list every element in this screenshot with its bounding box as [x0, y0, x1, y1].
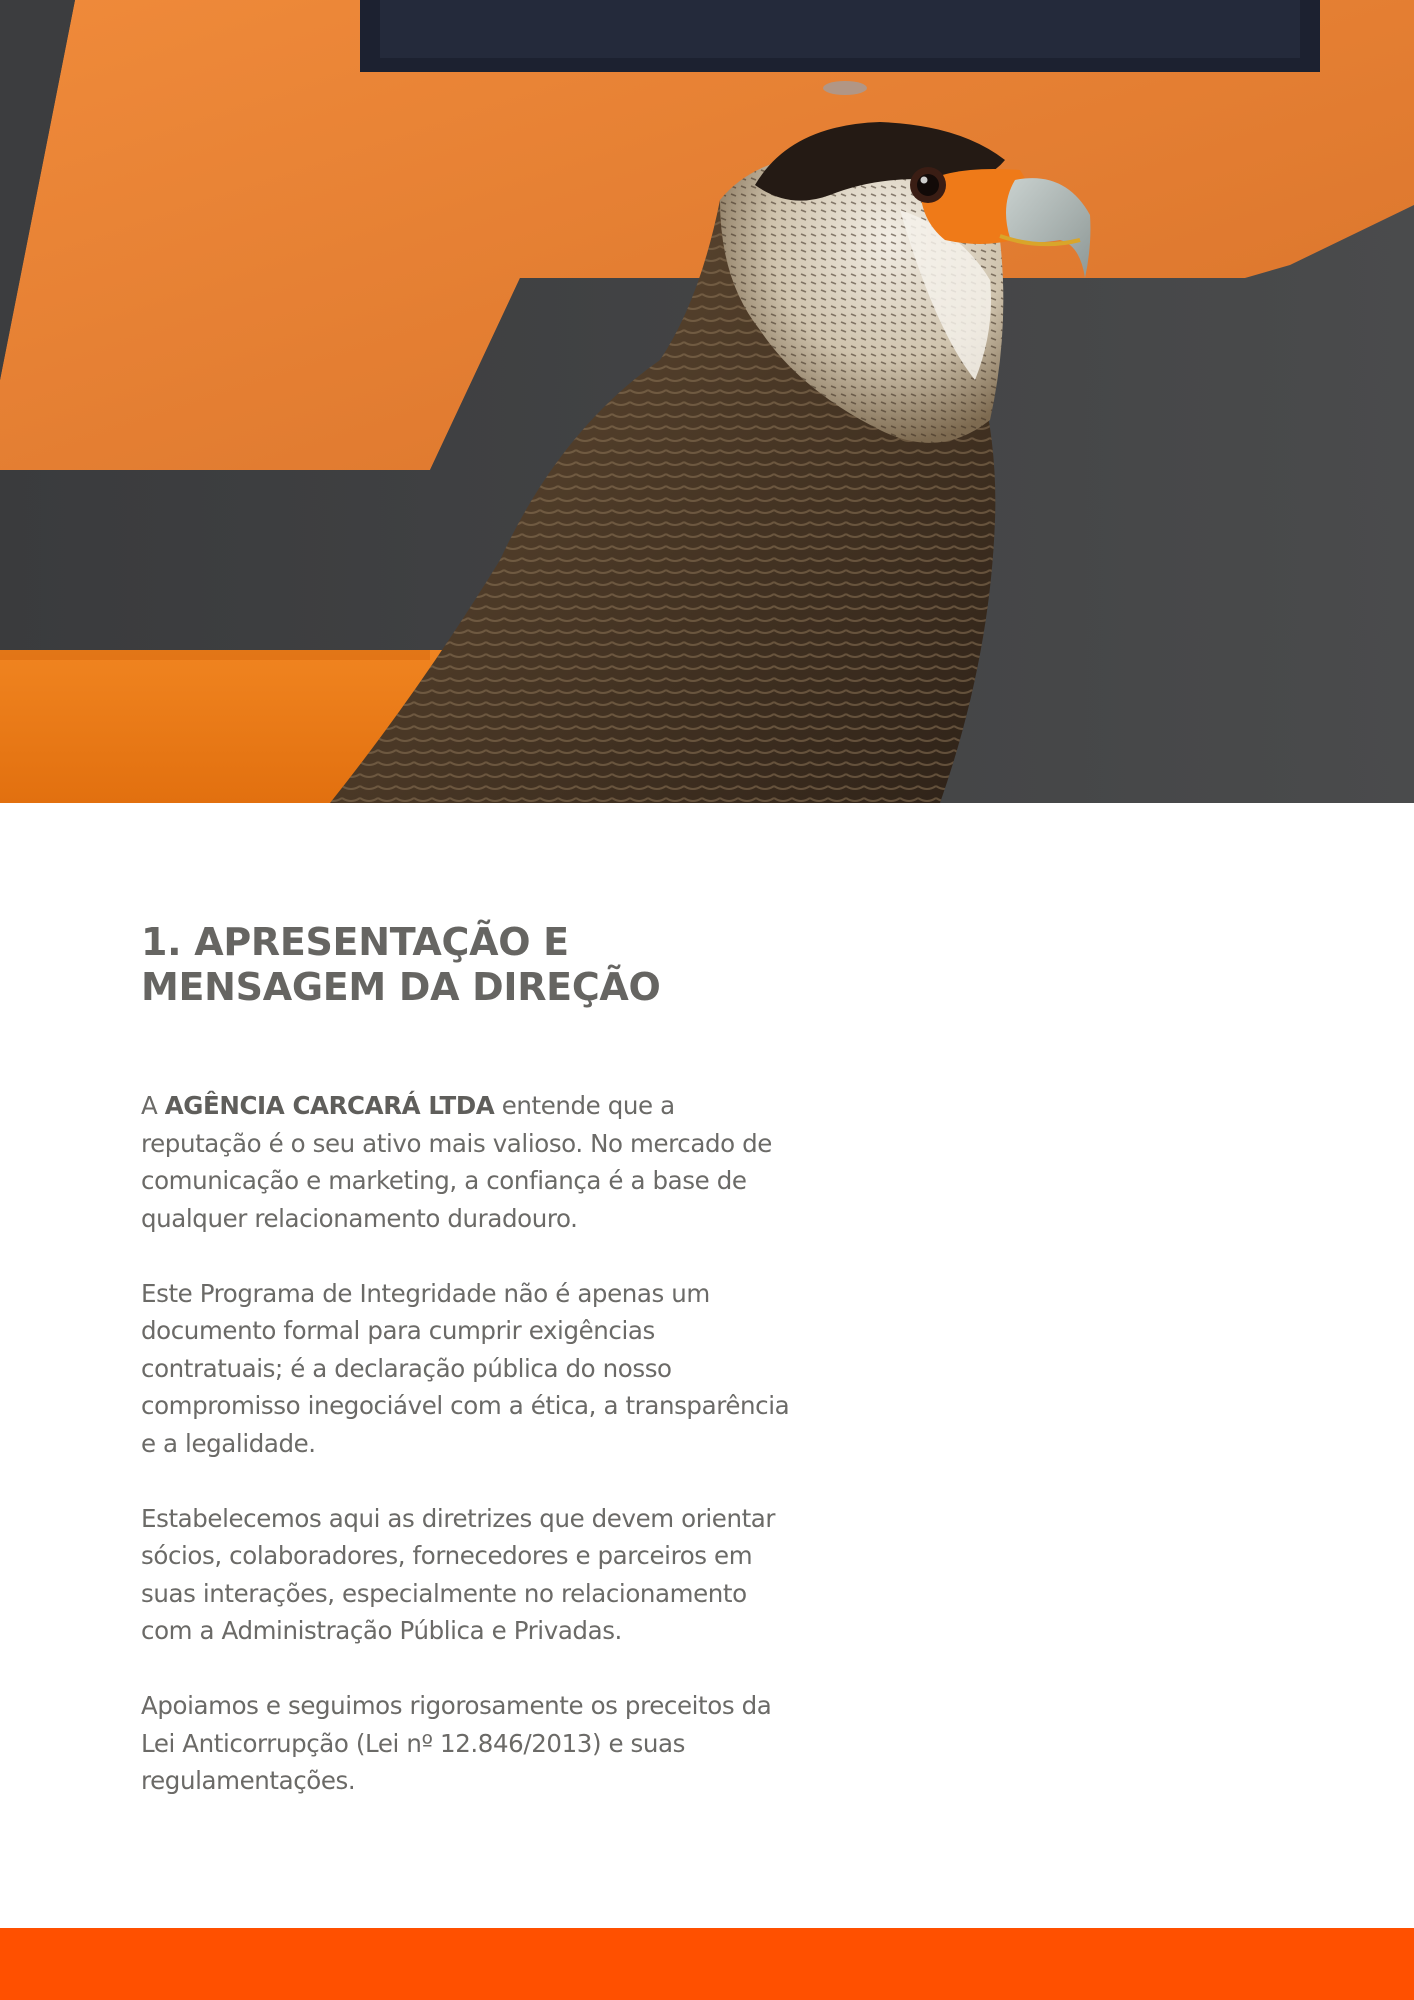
hero-photo: [0, 0, 1414, 803]
section-title-line2: MENSAGEM DA DIREÇÃO: [141, 965, 661, 1009]
section-title: [141, 920, 791, 1010]
paragraph-guidelines: Estabelecemos aqui as diretrizes que devem orientar sócios, colaboradores, fornecedores e parceiros em suas interações, especialmente no relacionamento com a Administração Pública e Privadas.: [141, 1503, 776, 1645]
paragraph-intro: [141, 1087, 793, 1237]
paragraph-intro-prefix: A: [141, 1091, 165, 1120]
paragraph-intro-rest: entende que a reputação é o seu ativo mais valioso. No mercado de comunicação e marketing, a confiança é a base de qualquer relacionamento duradouro.: [141, 1091, 772, 1233]
paragraph-program: Este Programa de Integridade não é apenas um documento formal para cumprir exigências contratuais; é a declaração pública do nosso compromisso inegociável com a ética, a transparência e a legalidade.: [141, 1278, 790, 1458]
section-title-line1: 1. APRESENTAÇÃO E: [141, 920, 569, 964]
company-name: AGÊNCIA CARCARÁ LTDA: [164, 1091, 495, 1120]
footer-band: [0, 1928, 1414, 2000]
body-text: [141, 1087, 793, 1837]
paragraph-law: Apoiamos e seguimos rigorosamente os preceitos da Lei Anticorrupção (Lei nº 12.846/2013) e suas regulamentações.: [141, 1691, 772, 1795]
